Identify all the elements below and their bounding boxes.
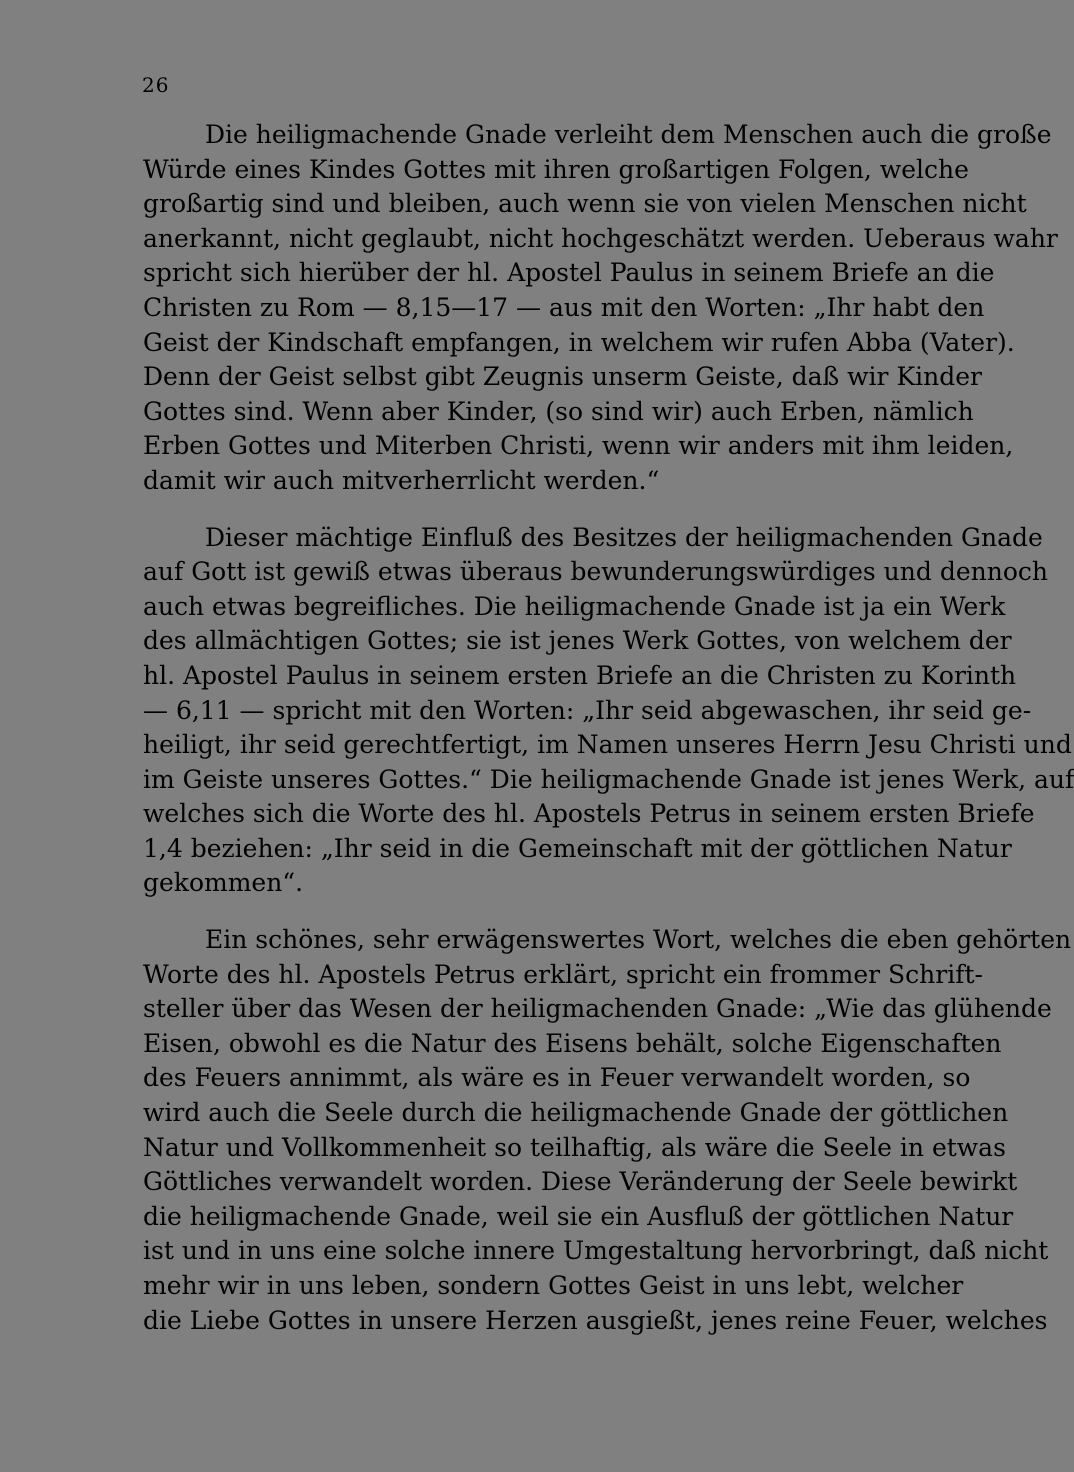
text-line: steller über das Wesen der heiligmachenden Gnade: „Wie das glühende [143, 994, 1052, 1024]
text-line: auch etwas begreifliches. Die heiligmachende Gnade ist ja ein Werk [143, 591, 1006, 621]
text-line: Dieser mächtige Einfluß des Besitzes der heiligmachenden Gnade [205, 522, 1043, 552]
text-line: gekommen“. [143, 868, 304, 898]
text-line: Geist der Kindschaft empfangen, in welchem wir rufen Abba (Vater). [143, 327, 1015, 357]
text-line: Erben Gottes und Miterben Christi, wenn wir anders mit ihm leiden, [143, 431, 1014, 461]
text-line: Natur und Vollkommenheit so teilhaftig, als wäre die Seele in etwas [143, 1132, 1006, 1162]
paragraph-spacer [143, 499, 960, 521]
text-line: die Liebe Gottes in unsere Herzen ausgießt, jenes reine Feuer, welches [143, 1305, 1048, 1335]
text-line: Eisen, obwohl es die Natur des Eisens behält, solche Eigenschaften [143, 1028, 1002, 1058]
text-line: wird auch die Seele durch die heiligmachende Gnade der göttlichen [143, 1098, 1009, 1128]
text-line: spricht sich hierüber der hl. Apostel Paulus in seinem Briefe an die [143, 258, 995, 288]
text-line: — 6,11 — spricht mit den Worten: „Ihr seid abgewaschen, ihr seid ge- [143, 695, 1032, 725]
paragraph-3 [143, 923, 1072, 1338]
paragraph-2 [143, 521, 1074, 902]
text-line: 1,4 beziehen: „Ihr seid in die Gemeinschaft mit der göttlichen Natur [143, 833, 1012, 863]
text-line: Die heiligmachende Gnade verleiht dem Menschen auch die große [205, 120, 1052, 149]
body-text [143, 118, 1074, 1338]
text-line: des Feuers annimmt, als wäre es in Feuer verwandelt worden, so [143, 1063, 971, 1093]
text-line: Göttliches verwandelt worden. Diese Veränderung der Seele bewirkt [143, 1167, 1018, 1197]
text-line: Christen zu Rom — 8,15—17 — aus mit den Worten: „Ihr habt den [143, 292, 985, 322]
text-line: hl. Apostel Paulus in seinem ersten Briefe an die Christen zu Korinth [143, 660, 1017, 690]
text-line: anerkannt, nicht geglaubt, nicht hochgeschätzt werden. Ueberaus wahr [143, 223, 1058, 253]
text-line: Würde eines Kindes Gottes mit ihren großartigen Folgen, welche [143, 154, 969, 184]
text-line: heiligt, ihr seid gerechtfertigt, im Namen unseres Herrn Jesu Christi und [143, 730, 1072, 760]
text-line: die heiligmachende Gnade, weil sie ein Ausfluß der göttlichen Natur [143, 1201, 1014, 1231]
text-line: Gottes sind. Wenn aber Kinder, (so sind wir) auch Erben, nämlich [143, 396, 974, 426]
text-line: Ein schönes, sehr erwägenswertes Wort, welches die eben gehörten [205, 925, 1072, 955]
text-line: Worte des hl. Apostels Petrus erklärt, spricht ein frommer Schrift- [143, 959, 983, 989]
text-line: mehr wir in uns leben, sondern Gottes Geist in uns lebt, welcher [143, 1271, 964, 1300]
text-line: Denn der Geist selbst gibt Zeugnis unserm Geiste, daß wir Kinder [143, 362, 982, 392]
text-line: damit wir auch mitverherrlicht werden.“ [143, 465, 660, 495]
text-line: großartig sind und bleiben, auch wenn sie von vielen Menschen nicht [143, 189, 1027, 219]
text-line: ist und in uns eine solche innere Umgestaltung hervorbringt, daß nicht [143, 1236, 1049, 1266]
text-line: welches sich die Worte des hl. Apostels Petrus in seinem ersten Briefe [143, 799, 1035, 829]
text-line: im Geiste unseres Gottes.“ Die heiligmachende Gnade ist jenes Werk, auf [143, 764, 1074, 794]
page-number: 26 [142, 73, 170, 97]
text-line: auf Gott ist gewiß etwas überaus bewunderungswürdiges und dennoch [143, 557, 1048, 587]
paragraph-spacer [143, 901, 960, 923]
text-line: des allmächtigen Gottes; sie ist jenes Werk Gottes, von welchem der [143, 626, 1012, 656]
paragraph-1 [143, 118, 1058, 499]
